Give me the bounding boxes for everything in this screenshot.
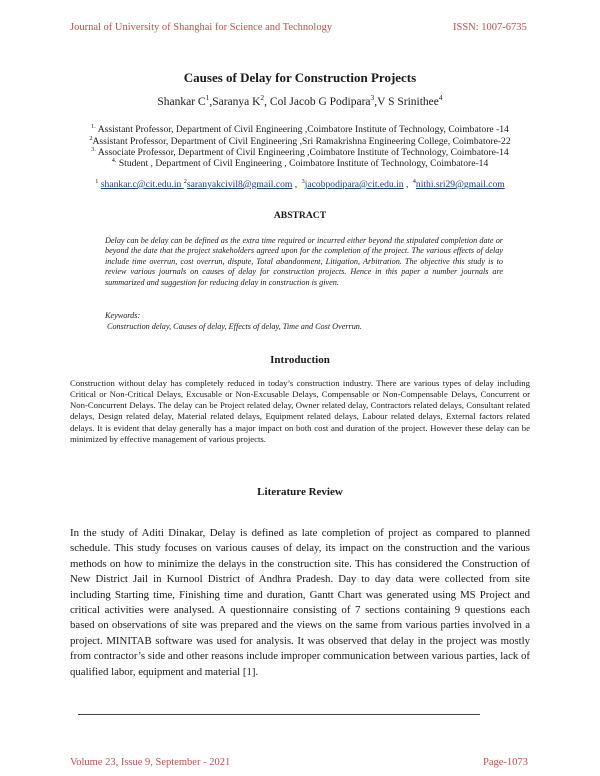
author-index: 1 (205, 93, 210, 103)
affiliation-index: 3. (91, 145, 96, 153)
affiliation (0, 147, 600, 159)
email-link[interactable]: shankar.c@cit.edu.in (100, 179, 184, 190)
email-index: 2 (183, 177, 187, 185)
page-number: Page-1073 (483, 757, 528, 768)
footer-divider (78, 714, 480, 715)
issn: ISSN: 1007-6735 (453, 22, 527, 33)
affiliation (0, 158, 600, 170)
journal-name: Journal of University of Shanghai for Science and Technology (70, 22, 333, 33)
author: V S Srinithee (377, 96, 439, 108)
keywords-text: Construction delay, Causes of delay, Effects of delay, Time and Cost Overrun. (107, 322, 362, 331)
abstract-text: Delay can be delay can be defined as the extra time required or incurred either beyond the stipulated completion date or beyond the date that the project stakeholders agreed upon for the completion of the project. The various effects of delay include time overrun, cost overrun, dispute, Total abandonment, Litigation, Arbitration. The objective this study is to review various journals on causes of delay for construction projects. Hence in this paper a number journals are summarized and suggestion for reducing delay in construction is given. (105, 236, 503, 287)
affiliation-text: Assistant Professor, Department of Civil Engineering ,Sri Ramakrishna Engineering College, Coimbatore-22 (92, 136, 511, 147)
paper-title: Causes of Delay for Construction Projects (183, 70, 417, 85)
author: Col Jacob G Podipara (269, 96, 371, 108)
affiliation-text: Student , Department of Civil Engineering , Coimbatore Institute of Technology, Coimbatore-14 (116, 158, 489, 169)
literature-review-text: In the study of Aditi Dinakar, Delay is defined as late completion of project as compared to planned schedule. This study focuses on various causes of delay, its impact on the construction and the various methods on how to minimize the delays in the construction site. This has considered the Construction of New District Jail in Kurnool District of Andhra Pradesh. Day to day data were collected from site including Starting time, Finishing time and duration, Gantt Chart was generated using MS Project and critical activities were analysed. A questionnaire consisting of 7 sections containing 9 questions each based on observations of site was prepared and the views on the same from various parties involved in a project. MINITAB software was used for analysis. It was observed that delay in the project was mostly from contractor’s side and other reasons include improper communication between various parties, lack of qualified labor, equipment and material [1]. (70, 527, 530, 678)
affiliation-index: 4. (111, 156, 117, 164)
affiliation-text: Associate Professor, Department of Civil Engineering ,Coimbatore Institute of Technology, Coimbatore-14 (95, 147, 509, 158)
affiliation-index: 2 (89, 134, 93, 142)
literature-review-heading: Literature Review (257, 486, 343, 498)
email-index: 3 (301, 177, 305, 185)
keywords-label: Keywords: (105, 311, 141, 320)
affiliation-index: 1. (91, 122, 96, 130)
affiliation (0, 124, 600, 136)
author-index: 4 (438, 93, 443, 103)
author-index: 2 (260, 93, 265, 103)
email-link[interactable]: jacobpodipara@cit.edu.in (304, 179, 404, 190)
introduction-text: Construction without delay has completely reduced in today’s construction industry. There are various types of delay including Critical or Non-Critical Delays, Excusable or Non-Excusable Delays, Compensable or Non-Compensable Delays, Concurrent or Non-Concurrent Delays. The delay can be Project related delay, Owner related delay, Contractors related delays, Consultant related delays, Design related delay, Material related delays, Equipment related delays, Labour related delays, External factors related delays. It is evident that delay generally has a major impact on both cost and duration of the project. However these delay can be minimized by effective management of various projects. (70, 378, 530, 444)
email-link[interactable]: saranyakcivil8@gmail.com (186, 179, 293, 190)
email-list: $^1$ shankar.c@cit.edu.in $^2$saranyakcivil8@gmail.com , $^3$jacobpodipara@cit.edu.in , $^4$nithi.sri29@gmail.com (95, 177, 505, 190)
author-index: 3 (370, 93, 375, 103)
affiliation (0, 136, 600, 148)
email-index: 4 (412, 177, 416, 185)
introduction-heading: Introduction (270, 354, 330, 366)
affiliation-text: Assistant Professor, Department of Civil Engineering ,Coimbatore Institute of Technology, Coimbatore -14 (95, 124, 509, 135)
email-link[interactable]: nithi.sri29@gmail.com (415, 179, 505, 190)
author: Shankar C (157, 96, 206, 108)
volume-info: Volume 23, Issue 9, September - 2021 (70, 757, 231, 768)
author: Saranya K (212, 96, 261, 108)
abstract-heading: ABSTRACT (273, 210, 327, 221)
email-index: 1 (95, 177, 99, 185)
author-list: Shankar $C^1,Saranya$ $K^2$, Col Jacob G Podipara$^3$,V S Srinithee$^4$ (157, 93, 443, 108)
